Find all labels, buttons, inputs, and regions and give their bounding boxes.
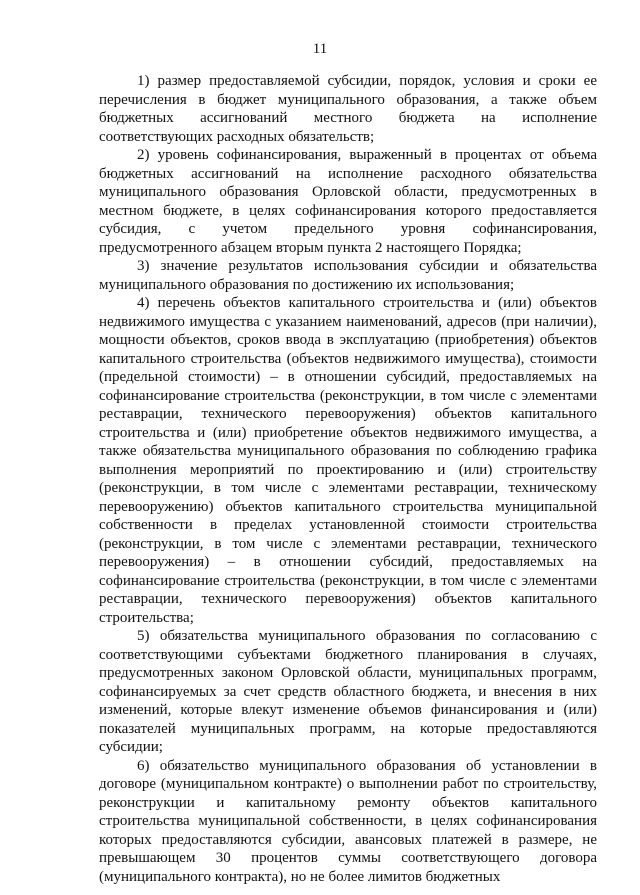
paragraph-item-6: 6) обязательство муниципального образования об установлении в договоре (муниципальном контракте) о выполнении работ по строительству, реконструкции и капитальному ремонту объектов капитального строительства муниципальной собственности, в целях софинансирования которых предоставляются субсидии, авансовых платежей в размере, не превышающем 30 процентов суммы соответствующего договора (муниципального контракта), но не более лимитов бюджетных — [99, 757, 597, 885]
document-body — [99, 72, 597, 886]
paragraph-item-3: 3) значение результатов использования субсидии и обязательства муниципального образования по достижению их использования; — [99, 258, 597, 293]
paragraph-item-4: 4) перечень объектов капитального строительства и (или) объектов недвижимого имущества с указанием наименований, адресов (при наличии), мощности объектов, сроков ввода в эксплуатацию (приобретения) объектов капитального строительства (объектов недвижимого имущества), стоимости (предельной стоимости) – в отношении субсидий, предоставляемых на софинансирование строительства (реконструкции, в том числе с элементами реставрации, технического перевооружения) объектов капитального строительства и (или) приобретение объектов недвижимого имущества, а также обязательства муниципального образования по соблюдению графика выполнения мероприятий по проектированию и (или) строительству (реконструкции, в том числе с элементами реставрации, техническому перевооружению) объектов капитального строительства муниципальной собственности в пределах установленной стоимости строительства (реконструкции, в том числе с элементами реставрации, технического перевооружения) – в отношении субсидий, предоставляемых на софинансирование строительства (реконструкции, в том числе с элементами реставрации, технического перевооружения) объектов капитального строительства; — [99, 295, 597, 626]
page-number: 11 — [312, 41, 328, 57]
paragraph-item-5: 5) обязательства муниципального образования по согласованию с соответствующими субъектами бюджетного планирования в случаях, предусмотренных законом Орловской области, муниципальных программ, софинансируемых за счет средств областного бюджета, и внесения в них изменений, которые влекут изменение объемов финансирования и (или) показателей муниципальных программ, на которые предоставляются субсидии; — [99, 628, 597, 755]
paragraph-item-1: 1) размер предоставляемой субсидии, порядок, условия и сроки ее перечисления в бюджет муниципального образования, а также объем бюджетных ассигнований местного бюджета на исполнение соответствующих расходных обязательств; — [99, 73, 597, 145]
paragraph-item-2: 2) уровень софинансирования, выраженный в процентах от объема бюджетных ассигнований на исполнение расходного обязательства муниципального образования Орловской области, предусмотренных в местном бюджете, в целях софинансирования которого предоставляется субсидия, с учетом предельного уровня софинансирования, предусмотренного абзацем вторым пункта 2 настоящего Порядка; — [99, 147, 597, 256]
